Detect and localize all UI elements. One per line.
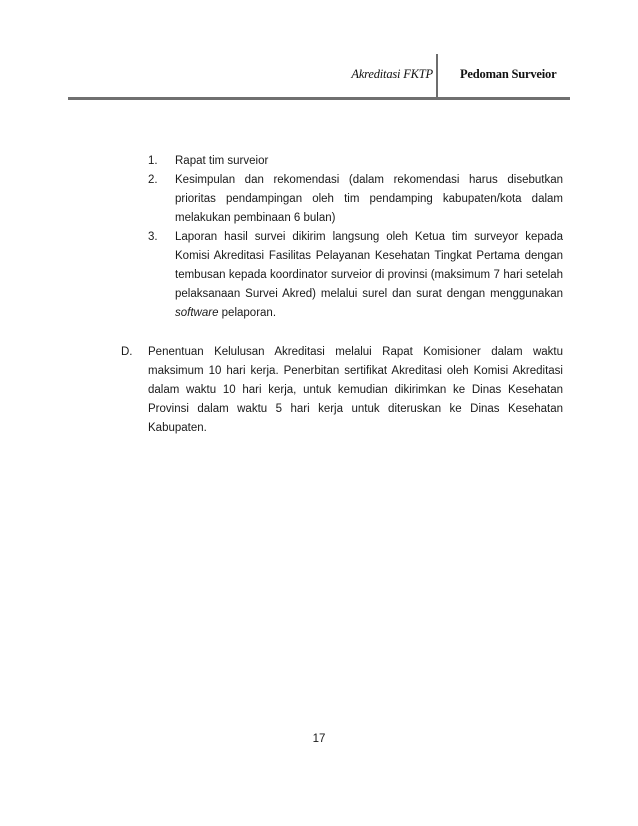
list-item-number: 2. [148, 174, 158, 186]
section-letter: D. [121, 346, 133, 358]
numbered-list [148, 152, 563, 323]
header-separator [436, 54, 438, 98]
header-left-title: Akreditasi FKTP [351, 67, 433, 81]
list-item [148, 152, 563, 171]
section-text: Penentuan Kelulusan Akreditasi melalui Rapat Komisioner dalam waktu maksimum 10 hari kerja. Penerbitan sertifikat Akreditasi oleh Komisi Akreditasi dalam waktu 10 hari kerja, untuk kemudian dikirimkan ke Dinas Kesehatan Provinsi dalam waktu 5 hari kerja untuk diteruskan ke Dinas Kesehatan Kabupaten. [148, 346, 563, 434]
header-rule [68, 97, 570, 100]
list-item-number: 3. [148, 231, 158, 243]
section-d [121, 343, 563, 438]
page-number: 17 [312, 733, 326, 745]
list-item-text: Laporan hasil survei dikirim langsung oleh Ketua tim surveyor kepada Komisi Akreditasi Fasilitas Pelayanan Kesehatan Tingkat Pertama dengan tembusan kepada koordinator surveior di provinsi (maksimum 7 hari setelah pelaksanaan Survei Akred) melalui surel dan surat dengan menggunakan software pelaporan. [175, 231, 563, 319]
list-item [148, 228, 563, 323]
list-item-text: Rapat tim surveior [175, 155, 269, 167]
list-item-number: 1. [148, 155, 158, 167]
italic-term: software [175, 307, 219, 319]
list-item [148, 171, 563, 228]
list-item-text: Kesimpulan dan rekomendasi (dalam rekomendasi harus disebutkan prioritas pendampingan oleh tim pendamping kabupaten/kota dalam melakukan pembinaan 6 bulan) [175, 174, 563, 224]
header-right-title: Pedoman Surveior [460, 67, 557, 81]
